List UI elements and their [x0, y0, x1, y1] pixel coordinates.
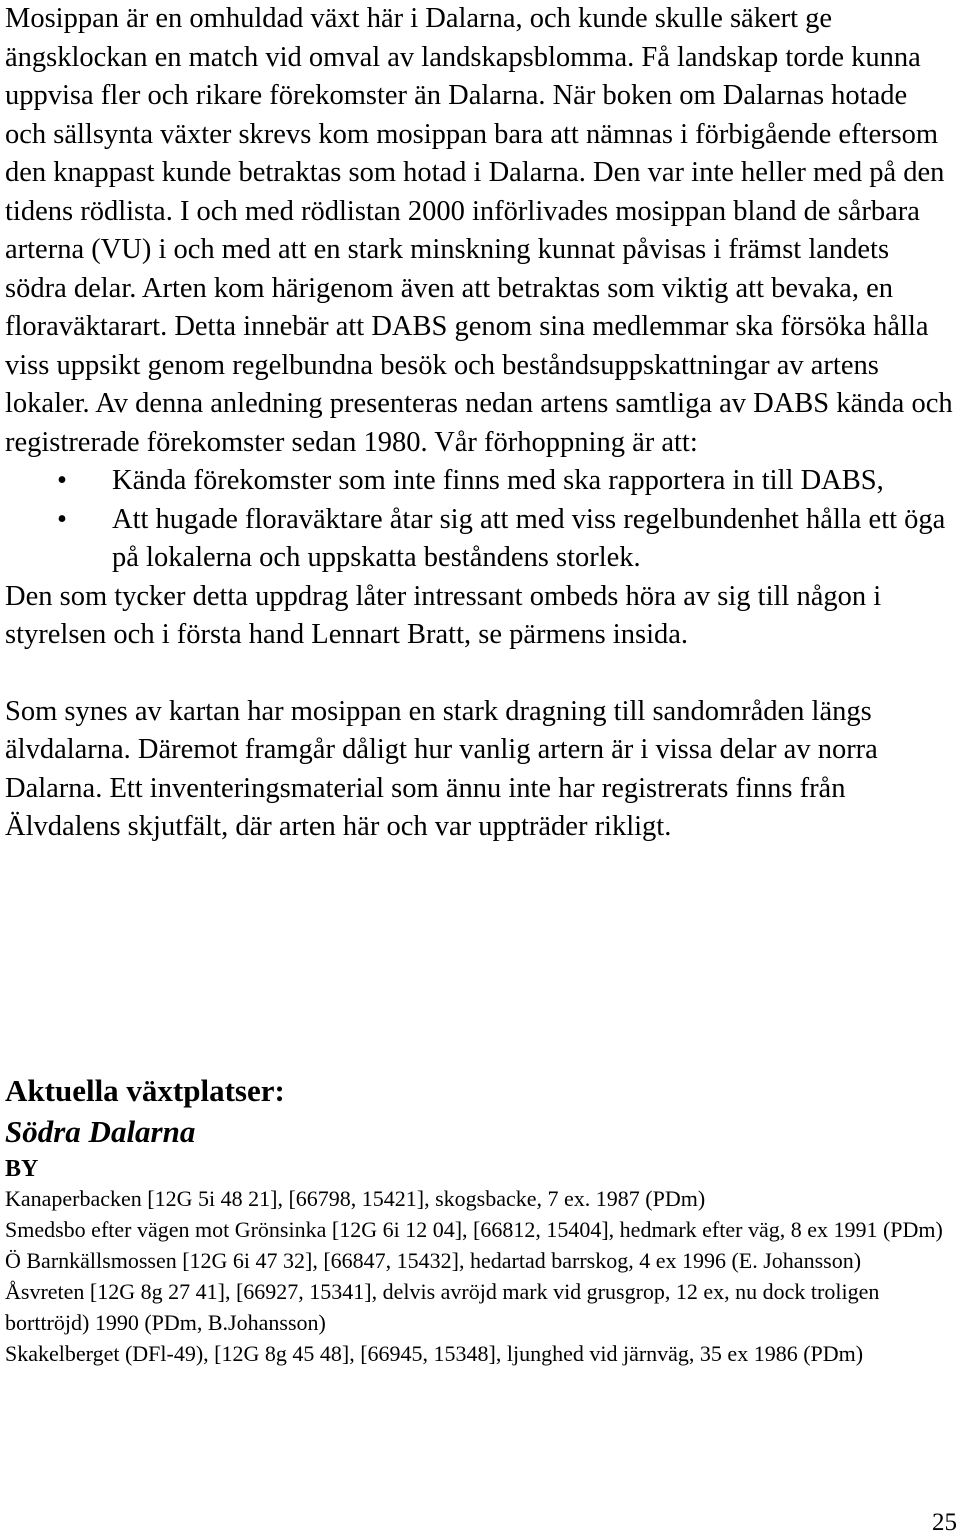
map-paragraph: Som synes av kartan har mosippan en stark dragning till sandområden längs älvdalarna. Däremot framgår dåligt hur vanlig artern är i vissa delar av norra Dalarna. Ett inventeringsmaterial som ännu inte har registrerats finns från Älvdalens skjutfält, där arten här och var uppträder rikligt.: [5, 695, 878, 842]
bullet-icon: •: [57, 503, 67, 535]
list-item: [5, 462, 955, 501]
region-subheading: Södra Dalarna: [5, 1114, 196, 1149]
list-item-text: Kända förekomster som inte finns med ska rapportera in till DABS,: [112, 465, 884, 496]
list-item: Ö Barnkällsmossen [12G 6i 47 32], [66847, 15432], hedartad barrskog, 4 ex 1996 (E. Johansson): [5, 1248, 862, 1273]
section-heading: Aktuella växtplatser:: [5, 1073, 285, 1108]
contact-paragraph: Den som tycker detta uppdrag låter intressant ombeds höra av sig till någon i styrelsen och i första hand Lennart Bratt, se pärmens insida.: [5, 580, 882, 650]
list-item-text: Att hugade floraväktare åtar sig att med viss regelbundenhet hålla ett öga på lokalerna och uppskatta beståndens storlek.: [112, 503, 946, 573]
list-item: Smedsbo efter vägen mot Grönsinka [12G 6i 12 04], [66812, 15404], hedmark efter väg, 8 ex 1991 (PDm): [5, 1217, 943, 1242]
list-item: Kanaperbacken [12G 5i 48 21], [66798, 15421], skogsbacke, 7 ex. 1987 (PDm): [5, 1186, 706, 1211]
intro-paragraph: Mosippan är en omhuldad växt här i Dalarna, och kunde skulle säkert ge ängsklockan en match vid omval av landskapsblomma. Få landskap torde kunna uppvisa fler och rikare förekomster än Dalarna. När boken om Dalarnas hotade och sällsynta växter skrevs kom mosippan bara att nämnas i förbigående eftersom den knappast kunde betraktas som hotad i Dalarna. Den var inte heller med på den tidens rödlista. I och med rödlistan 2000 införlivades mosippan bland de sårbara arterna (VU) i och med att en stark minskning kunnat påvisas i främst landets södra delar. Arten kom härigenom även att betraktas som viktig att bevaka, en floraväktarart. Detta innebär att DABS genom sina medlemmar ska försöka hålla viss uppsikt genom regelbundna besök och beståndsuppskattningar av artens lokaler. Av denna anledning presenteras nedan artens samtliga av DABS kända och registrerade förekomster sedan 1980. Vår förhoppning är att:: [5, 3, 953, 458]
list-item: Skakelberget (DFl-49), [12G 8g 45 48], [66945, 15348], ljunghed vid järnväg, 35 ex 1986 (PDm): [5, 1341, 864, 1366]
area-code-label: BY: [5, 1156, 39, 1182]
document-page: [5, 0, 955, 1366]
page-number: 25: [932, 1509, 957, 1536]
list-item: Åsvreten [12G 8g 27 41], [66927, 15341], delvis avröjd mark vid grusgrop, 12 ex, nu dock troligen borttröjd) 1990 (PDm, B.Johansson): [5, 1279, 880, 1335]
site-records: [5, 1183, 955, 1369]
bullet-icon: •: [57, 465, 67, 496]
hope-list: [5, 462, 955, 578]
list-item: [5, 501, 955, 578]
